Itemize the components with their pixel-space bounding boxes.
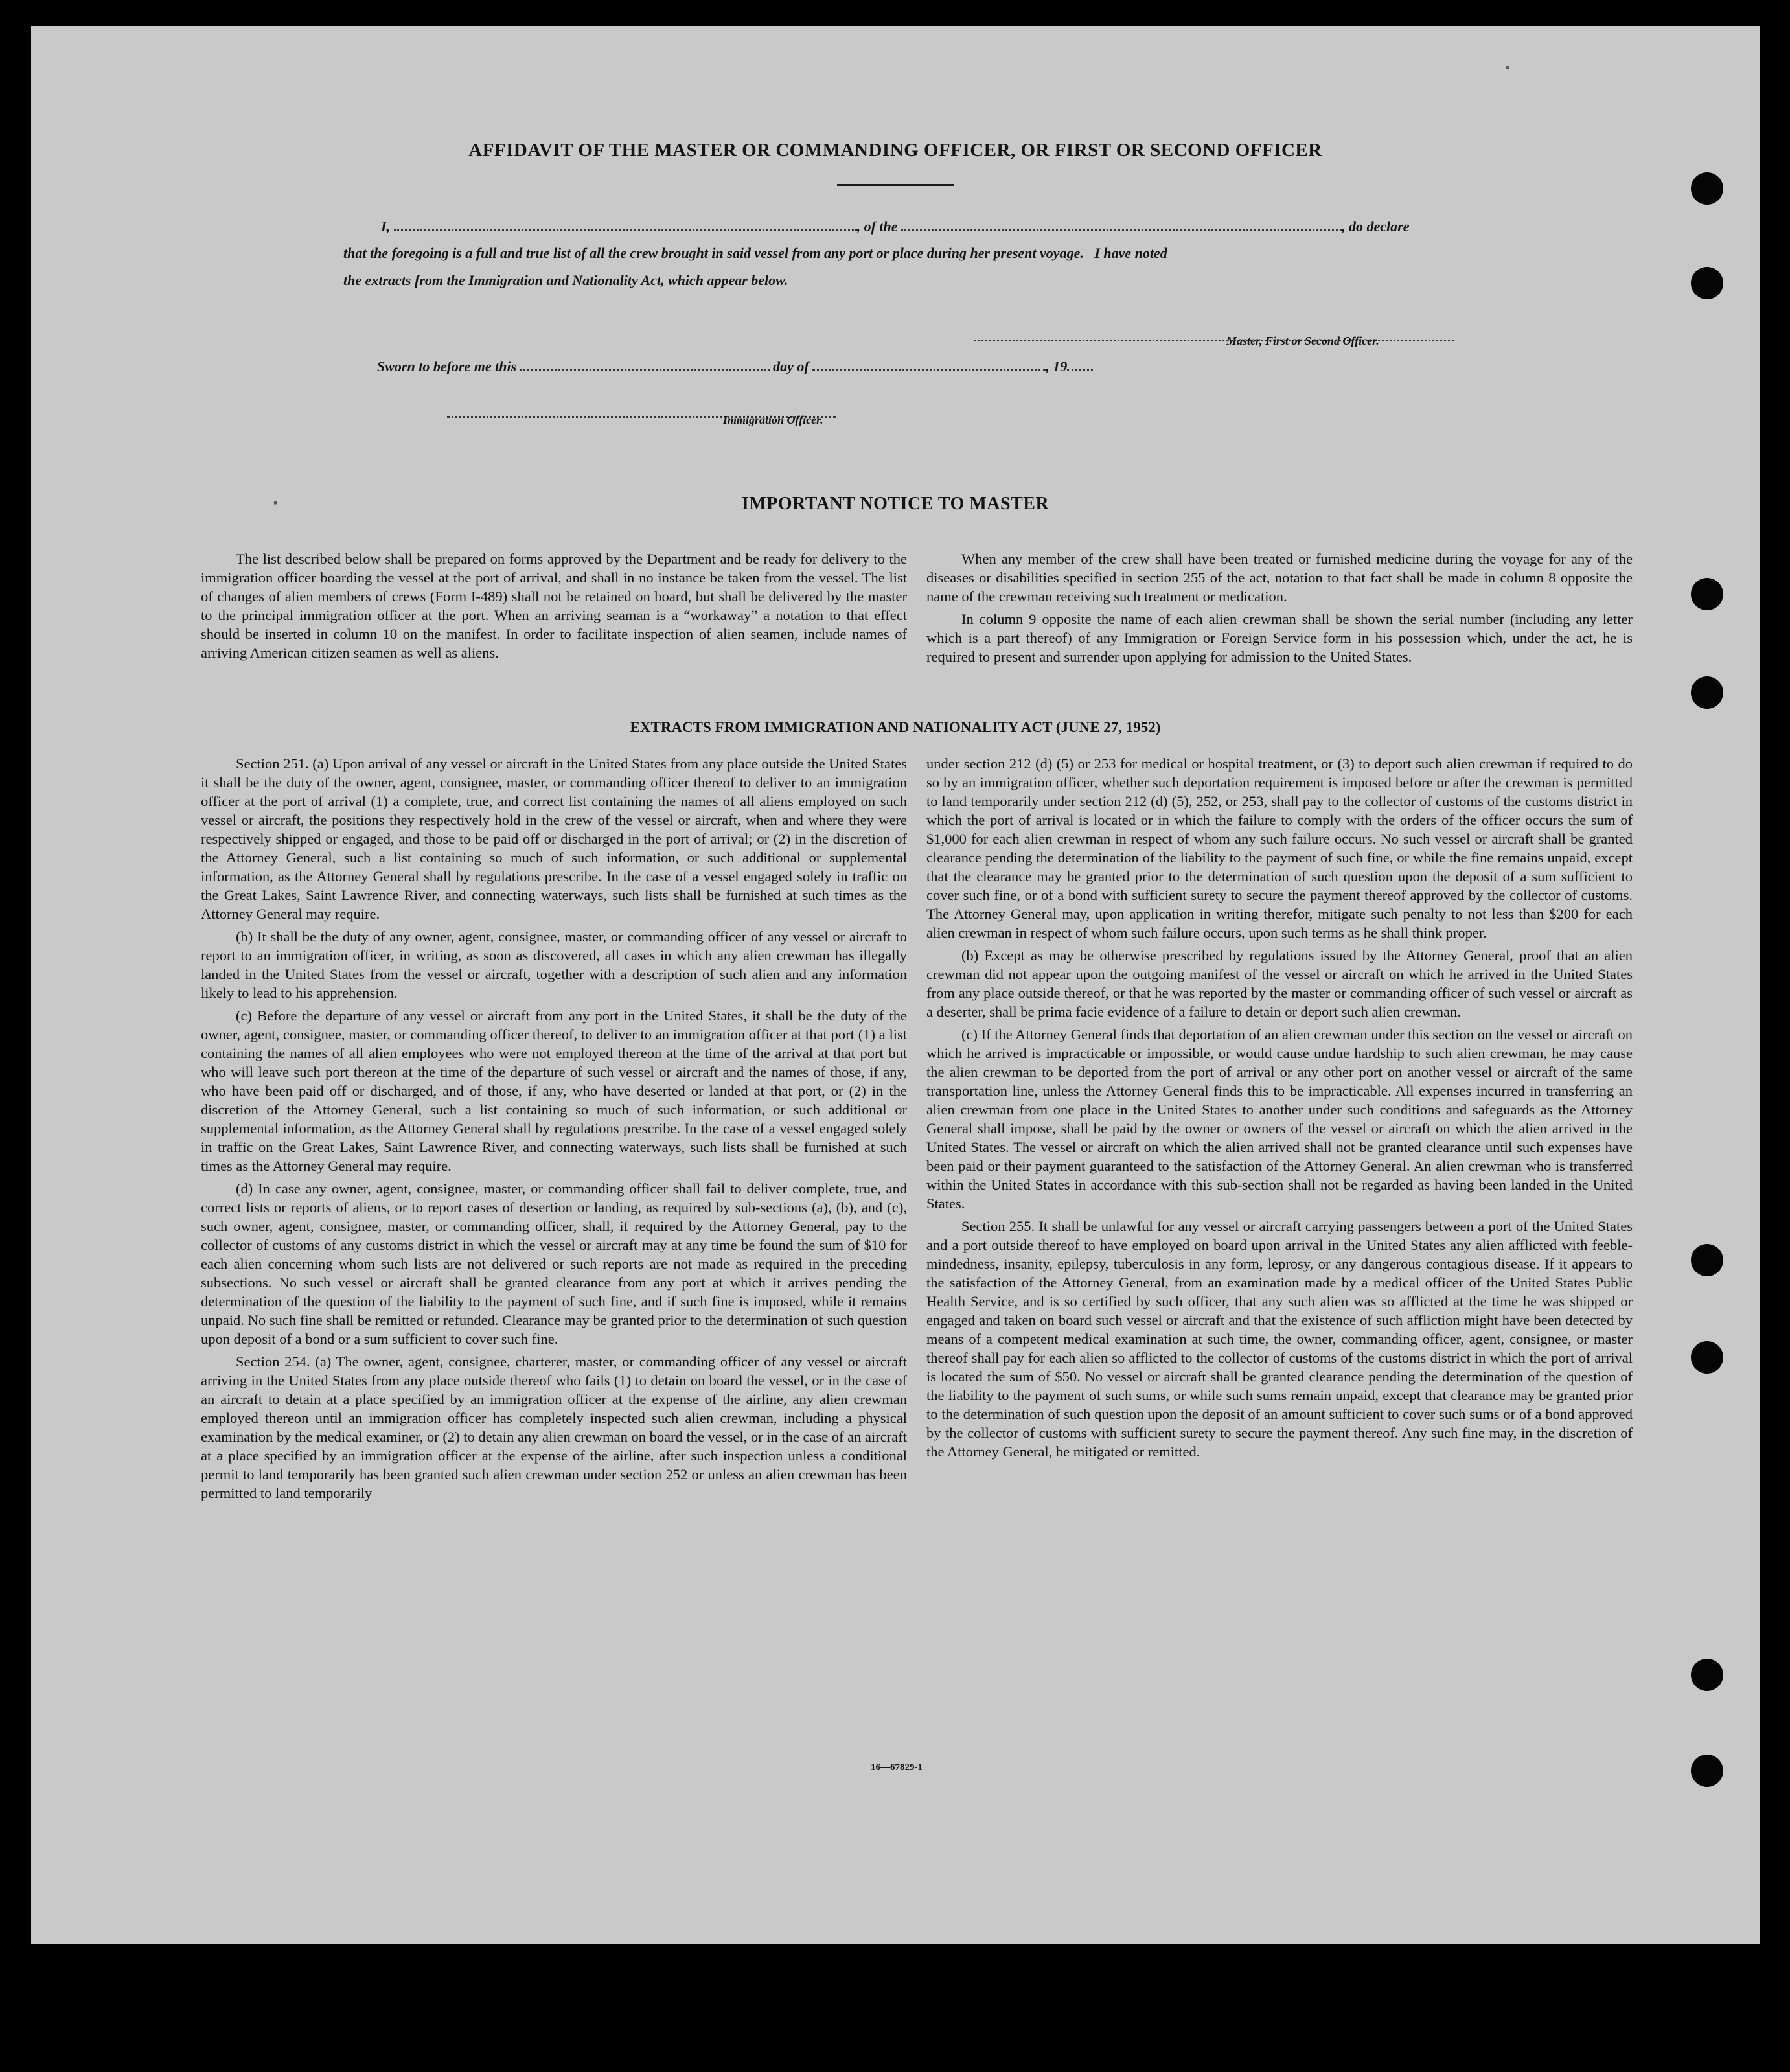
month-blank[interactable] — [812, 358, 1046, 371]
vessel-blank[interactable] — [901, 218, 1342, 231]
notice-right-paragraph-1: When any member of the crew shall have been treated or furnished medicine during the voyage for any of the diseases or disabilities specified in section 255 of the act, notation to that fact shall be made in column 8 opposite the name of the crewman receiving such treatment or medication. — [926, 551, 1633, 604]
extract-paragraph: Section 254. (a) The owner, agent, consignee, charterer, master, or commanding officer of any vessel or aircraft arriving in the United States from any place outside thereof who fails (1) to detain on board the vessel, or in the case of an aircraft to detain at a place specified by an immigration officer at the expense of the airline, any alien crewman employed thereon until an immigration officer has completely inspected such alien crewman, including a physical examination by the medical examiner, or (2) to detain any alien crewman on board the vessel, or in the case of an aircraft at a place specified by an immigration officer at the expense of the airline, after such inspection unless a conditional permit to land temporarily has been granted such alien crewman under section 252 or unless an alien crewman has been permitted to land temporarily — [201, 1353, 907, 1501]
extract-paragraph: Section 255. It shall be unlawful for any vessel or aircraft carrying passengers between a port of the United States and a port outside thereof to have employed on board upon arrival in the United States any alien afflicted with feeble-mindedness, insanity, epilepsy, tuberculosis in any form, leprosy, or any dangerous contagious disease. If it appears to the satisfaction of the Attorney General, from an examination made by a medical officer of the United States Public Health Service, and is so certified by such officer, that any such alien was so afflicted at the time he was shipped or engaged and taken on board such vessel or aircraft and that the existence of such affliction might have been detected by means of a competent medical examination at such time, the owner, commanding officer, agent, consignee, or master thereof shall pay for each alien so afflicted to the collector of customs of the customs district in which the port of arrival is located the sum of $50. No vessel or aircraft shall be granted clearance pending the determination of the question of the liability to the payment of such sums, or while such sums remain unpaid, except that clearance may be granted prior to the determination of such question upon the deposit of an amount sufficient to cover such sums or of a bond approved by the collector of customs with sufficient surety to secure the payment thereof. Any such fine may, in the discretion of the Attorney General, be mitigated or remitted. — [926, 1218, 1633, 1460]
declaration-line-1: that the foregoing is a full and true list of all the crew brought in said vessel from any port or place during her present voyage. I have noted — [343, 245, 1167, 261]
extracts-right-column — [926, 754, 1633, 1465]
day-blank[interactable] — [520, 358, 770, 371]
extract-paragraph: Section 251. (a) Upon arrival of any vessel or aircraft in the United States from any place outside the United States it shall be the duty of the owner, agent, consignee, master, or commanding officer thereof to deliver to an immigration officer at the port of arrival (1) a complete, true, and correct list containing the names of all aliens employed on such vessel or aircraft, the positions they respectively hold in the crew of the vessel or aircraft, when and where they were respectively shipped or engaged, and those to be paid off or discharged in the port of arrival; or (2) in the discretion of the Attorney General, such a list containing so much of such information, or such additional or supplemental information, as the Attorney General shall by regulations prescribe. In the case of a vessel engaged solely in traffic on the Great Lakes, Saint Lawrence River, and connecting waterways, such lists shall be furnished at such times as the Attorney General may require. — [201, 755, 907, 922]
name-blank[interactable] — [394, 218, 857, 231]
extracts-title: EXTRACTS FROM IMMIGRATION AND NATIONALITY ACT (JUNE 27, 1952) — [630, 719, 1161, 735]
affidavit-title: AFFIDAVIT OF THE MASTER OR COMMANDING OFFICER, OR FIRST OR SECOND OFFICER — [468, 140, 1322, 161]
extract-paragraph: (d) In case any owner, agent, consignee, master, or commanding officer shall fail to deliver complete, true, and correct lists or reports of aliens, or to report cases of desertion or landing, as required by sub-sections (a), (b), and (c), such owner, agent, consignee, master, or commanding officer, shall, if required by the Attorney General, pay to the collector of customs of any customs district in which the vessel or aircraft may at any time be found the sum of $10 for each alien concerning whom such lists are not delivered or such reports are not made as required in the preceding subsections. No such vessel or aircraft shall be granted clearance from any port at which it arrives pending the determination of the question of the liability to the payment of such fine, and if such fine is imposed, while it remains unpaid. No such fine shall be remitted or refunded. Clearance may be granted prior to the determination of such question upon deposit of a bond or a sum sufficient to cover such fine. — [201, 1180, 907, 1347]
punch-hole — [1691, 267, 1723, 299]
form-number: 16—67829-1 — [871, 1762, 923, 1773]
scan-speck: ▪ — [273, 496, 278, 509]
of-the-label: , of the — [856, 218, 898, 235]
day-of-label: day of — [773, 358, 809, 374]
extract-paragraph: (c) If the Attorney General finds that deportation of an alien crewman under this section on the vessel or aircraft on which he arrived is impracticable or impossible, or would cause undue hardship to such alien crewman, he may cause the alien crewman to be deported from the port of arrival or any other port on another vessel or aircraft of the same transportation line, unless the Attorney General finds this to be impracticable. All expenses incurred in transferring an alien crewman from one place in the United States to another under such conditions and safeguards as the Attorney General shall impose, shall be paid by the owner or owners of the vessel or aircraft on which the alien arrived in the United States. The vessel or aircraft on which the alien arrived shall not be granted clearance until such expenses have been paid or their payment guaranteed to the satisfaction of the Attorney General. An alien crewman who is transferred within the United States in accordance with this sub-section shall not be regarded as having been landed in the United States. — [926, 1026, 1633, 1212]
extract-paragraph: (b) Except as may be otherwise prescribed by regulations issued by the Attorney General, proof that an alien crewman did not appear upon the outgoing manifest of the vessel or aircraft on which he arrived in the United States from any place outside thereof, or that he was reported by the master or commanding officer of such vessel or aircraft as a deserter, shall be prima facie evidence of a failure to detain or deport such alien crewman. — [926, 947, 1633, 1020]
punch-hole — [1691, 1244, 1723, 1276]
master-signature-line[interactable] — [974, 328, 1454, 341]
extracts-left-column — [201, 754, 907, 1506]
sworn-line — [377, 358, 1093, 375]
scan-speck: ▪ — [1506, 61, 1510, 74]
master-signature-label: Master, First or Second Officer. — [1226, 334, 1379, 347]
affidavit-line — [381, 218, 1409, 235]
title-underline — [837, 184, 954, 186]
notice-title: IMPORTANT NOTICE TO MASTER — [741, 494, 1050, 514]
sworn-label: Sworn to before me this — [377, 358, 517, 374]
year-blank[interactable] — [1067, 358, 1093, 371]
declaration-line-2: the extracts from the Immigration and Nationality Act, which appear below. — [343, 272, 788, 288]
extract-paragraph: (c) Before the departure of any vessel or aircraft from any port in the United States, it shall be the duty of the owner, agent, consignee, master, or commanding officer thereof, to deliver to an immigration officer at that port (1) a list containing the names of all alien employees who were not employed thereon at the time of the arrival at that port but who will leave such port thereon at the time of the departure of such vessel or aircraft and the names of those, if any, who have been paid off or discharged, and of those, if any, who have deserted or landed at that port, or (2) in the discretion of the Attorney General, such a list containing so much of such information, or such additional or supplemental information, as the Attorney General shall by regulations prescribe. In the case of a vessel engaged solely in traffic on the Great Lakes, Saint Lawrence River, and connecting waterways, such lists shall be furnished at such times as the Attorney General may require. — [201, 1007, 907, 1174]
punch-hole — [1691, 172, 1723, 205]
punch-hole — [1691, 1659, 1723, 1691]
extract-paragraph: under section 212 (d) (5) or 253 for medical or hospital treatment, or (3) to deport such alien crewman if required to do so by an immigration officer, whether such deportation requirement is imposed before or after the crewman is permitted to land temporarily under section 212 (d) (5), 252, or 253, shall pay to the collector of customs of the customs district in which the port of arrival is located or in which the failure to comply with the orders of the officer occurs the sum of $1,000 for each alien crewman in respect of whom any such failure occurs. No such vessel or aircraft shall be granted clearance pending the determination of the liability to the payment of such fine, or while the fine remains unpaid, except that the clearance may be granted prior to the determination of such question upon the deposit of a sum sufficient to cover such fine, or of a bond with sufficient surety to secure the payment thereof approved by the collector of customs. The Attorney General may, upon application in writing therefor, mitigate such penalty to not less than $200 for each alien crewman in respect of whom such failure occurs, upon such terms as he shall think proper. — [926, 755, 1633, 941]
notice-right-column — [926, 549, 1633, 670]
punch-hole — [1691, 676, 1723, 709]
immigration-officer-label: Immigration Officer. — [723, 413, 823, 426]
year-label: , 19 — [1046, 358, 1068, 374]
document-page — [31, 26, 1760, 1944]
punch-hole — [1691, 1341, 1723, 1374]
punch-hole — [1691, 1755, 1723, 1787]
do-declare-label: , do declare — [1342, 218, 1410, 235]
extract-paragraph: (b) It shall be the duty of any owner, agent, consignee, master, or commanding officer of any vessel or aircraft to report to an immigration officer, in writing, as soon as discovered, all cases in which any alien crewman has illegally landed in the United States from the vessel or aircraft, together with a description of such alien and any information likely to lead to his apprehension. — [201, 928, 907, 1001]
punch-hole — [1691, 578, 1723, 610]
notice-left-paragraph: The list described below shall be prepared on forms approved by the Department and be ready for delivery to the immigration officer boarding the vessel at the port of arrival, and shall in no instance be taken from the vessel. The list of changes of alien members of crews (Form I-489) shall not be retained on board, but shall be delivered by the master to the principal immigration officer at the port. When an arriving seaman is a “workaway” a notation to that effect should be inserted in column 10 on the manifest. In order to facilitate inspection of alien seamen, include names of arriving American citizen seamen as well as aliens. — [201, 551, 907, 661]
i-label: I, — [381, 218, 391, 235]
notice-left-column — [201, 549, 907, 666]
notice-right-paragraph-2: In column 9 opposite the name of each alien crewman shall be shown the serial number (including any letter which is a part thereof) of any Immigration or Foreign Service form in his possession which, under the act, he is required to present and surrender upon applying for admission to the United States. — [926, 611, 1633, 665]
